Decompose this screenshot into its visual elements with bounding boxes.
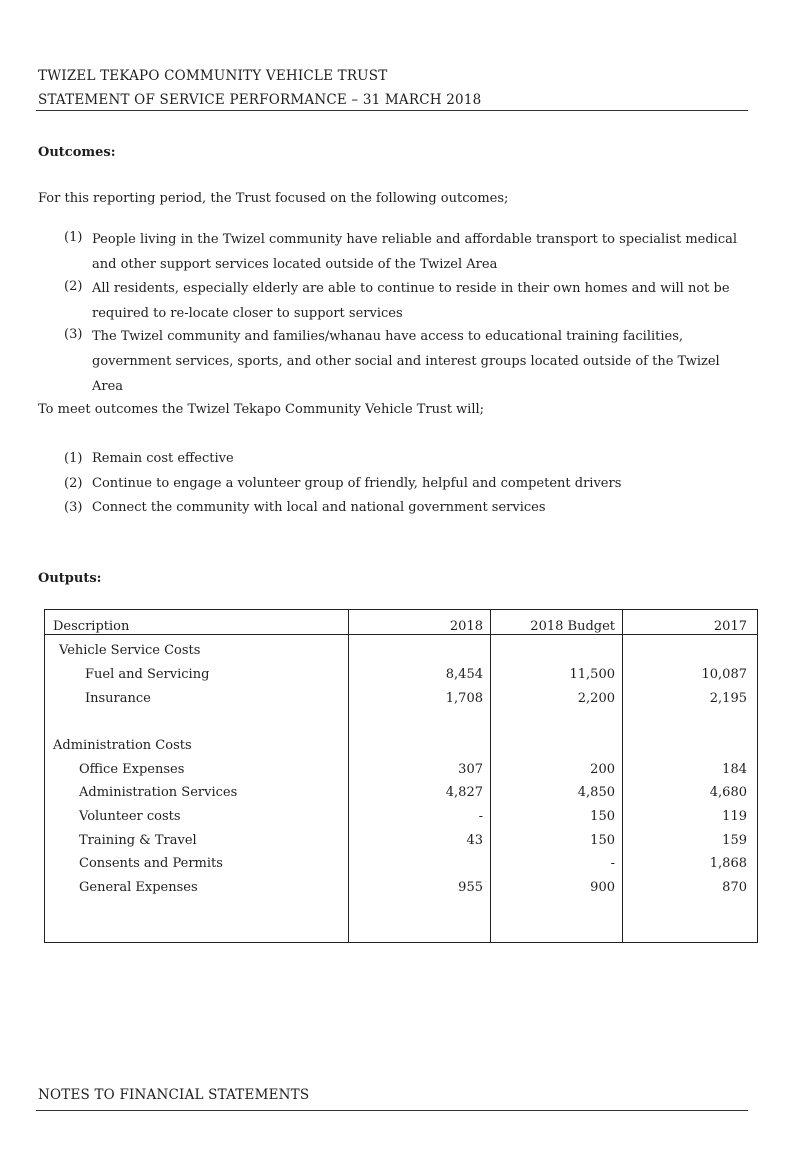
cell-2018: - bbox=[478, 809, 483, 824]
header-divider bbox=[45, 634, 757, 635]
outputs-table bbox=[44, 609, 758, 943]
cell-2018-budget: 4,850 bbox=[577, 785, 615, 800]
cell-2018: 8,454 bbox=[445, 667, 483, 682]
cell-2018: 4,827 bbox=[445, 785, 483, 800]
cell-2018-budget: 150 bbox=[590, 833, 615, 848]
outcomes-intro: For this reporting period, the Trust focused on the following outcomes; bbox=[38, 191, 509, 206]
cell-2017: 10,087 bbox=[701, 667, 747, 682]
row-description: Fuel and Servicing bbox=[85, 667, 210, 682]
cell-2018: 1,708 bbox=[445, 691, 483, 706]
cell-2018: 43 bbox=[466, 833, 483, 848]
row-group-label: Vehicle Service Costs bbox=[59, 643, 201, 658]
cell-2017: 184 bbox=[722, 762, 747, 777]
outcomes-heading: Outcomes: bbox=[38, 145, 116, 160]
row-group-label: Administration Costs bbox=[53, 738, 192, 753]
cell-2018-budget: 200 bbox=[590, 762, 615, 777]
outcome-text: All residents, especially elderly are able to continue to reside in their own homes and will not be required to re-locate closer to support services bbox=[92, 281, 730, 321]
meet-text: Connect the community with local and national government services bbox=[92, 500, 546, 515]
cell-2018-budget: 900 bbox=[590, 880, 615, 895]
outcome-text: People living in the Twizel community have reliable and affordable transport to specialist medical and other support services located outside of the Twizel Area bbox=[92, 232, 738, 272]
row-description: Office Expenses bbox=[79, 762, 185, 777]
org-name: TWIZEL TEKAPO COMMUNITY VEHICLE TRUST bbox=[38, 68, 388, 84]
row-description: Volunteer costs bbox=[79, 809, 181, 824]
meet-item-3 bbox=[64, 500, 764, 522]
meet-number: (2) bbox=[64, 476, 83, 491]
row-description: Insurance bbox=[85, 691, 151, 706]
meet-number: (3) bbox=[64, 500, 83, 515]
outputs-heading: Outputs: bbox=[38, 571, 102, 586]
row-description: General Expenses bbox=[79, 880, 198, 895]
meet-item-2 bbox=[64, 476, 764, 498]
cell-2017: 1,868 bbox=[709, 856, 747, 871]
row-description: Consents and Permits bbox=[79, 856, 223, 871]
statement-title: STATEMENT OF SERVICE PERFORMANCE – 31 MARCH 2018 bbox=[38, 92, 482, 108]
meet-text: Remain cost effective bbox=[92, 451, 234, 466]
notes-heading: NOTES TO FINANCIAL STATEMENTS bbox=[38, 1087, 310, 1103]
outcome-item-1 bbox=[64, 227, 764, 277]
cell-2018-budget: 2,200 bbox=[577, 691, 615, 706]
footer-rule bbox=[36, 1110, 748, 1111]
cell-2018-budget: 150 bbox=[590, 809, 615, 824]
header-rule bbox=[36, 110, 748, 111]
outcome-item-3 bbox=[64, 324, 764, 394]
cell-2018-budget: 11,500 bbox=[569, 667, 615, 682]
outcome-text: The Twizel community and families/whanau have access to educational training facilities, government services, sports, and other social and interest groups located outside of the Twizel Area bbox=[92, 329, 720, 394]
outcome-number: (3) bbox=[64, 327, 83, 342]
cell-2017: 4,680 bbox=[709, 785, 747, 800]
column-header-description: Description bbox=[53, 619, 130, 634]
cell-2018: 307 bbox=[458, 762, 483, 777]
column-header-2017: 2017 bbox=[713, 619, 747, 634]
column-header-2018: 2018 bbox=[449, 619, 483, 634]
outcome-number: (2) bbox=[64, 279, 83, 294]
cell-2017: 159 bbox=[722, 833, 747, 848]
meet-outcomes-intro: To meet outcomes the Twizel Tekapo Community Vehicle Trust will; bbox=[38, 402, 485, 417]
cell-2017: 2,195 bbox=[709, 691, 747, 706]
cell-2018: 955 bbox=[458, 880, 483, 895]
meet-item-1 bbox=[64, 451, 764, 473]
cell-2017: 870 bbox=[722, 880, 747, 895]
outcome-item-2 bbox=[64, 276, 764, 326]
cell-2017: 119 bbox=[722, 809, 747, 824]
outcome-number: (1) bbox=[64, 230, 83, 245]
row-description: Administration Services bbox=[79, 785, 238, 800]
meet-number: (1) bbox=[64, 451, 83, 466]
meet-text: Continue to engage a volunteer group of friendly, helpful and competent drivers bbox=[92, 476, 622, 491]
cell-2018-budget: - bbox=[610, 856, 615, 871]
row-description: Training & Travel bbox=[79, 833, 197, 848]
column-header-2018-budget: 2018 Budget bbox=[530, 619, 615, 634]
